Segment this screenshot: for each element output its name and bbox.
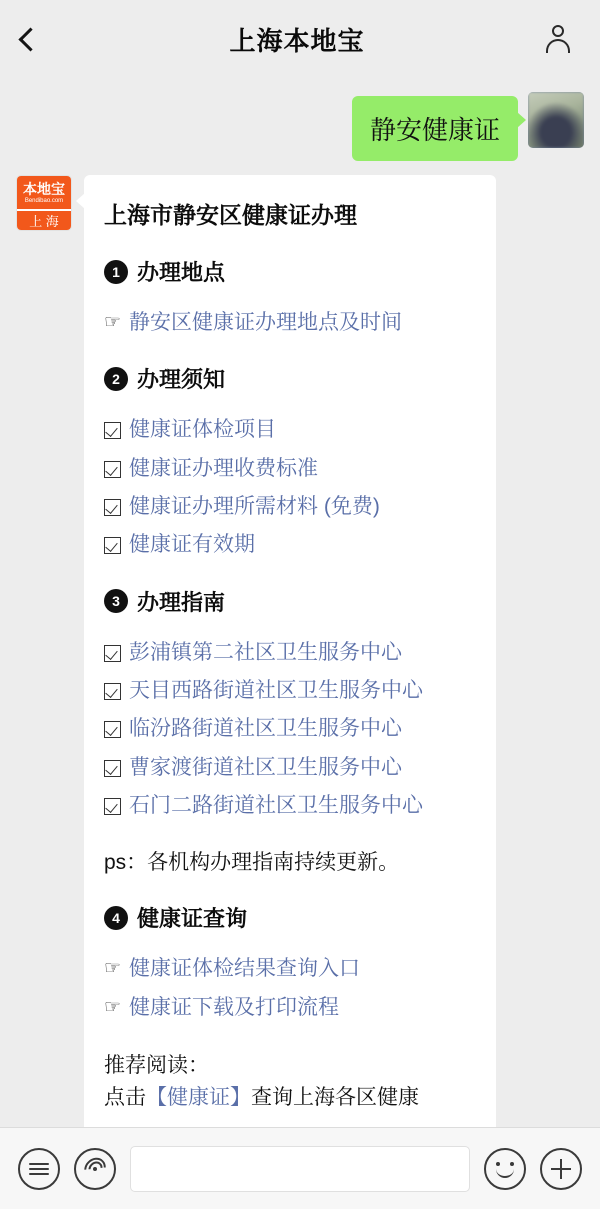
checkbox-icon [104,645,121,662]
back-chevron-icon [18,27,42,51]
pointing-hand-icon: ☞ [104,312,122,333]
recommended-highlight[interactable]: 【健康证】 [146,1085,251,1109]
list-item[interactable] [104,677,476,705]
back-button[interactable] [22,18,56,60]
contact-profile-button[interactable] [538,18,578,60]
outgoing-message-bubble[interactable]: 静安健康证 [352,96,518,161]
section-heading-text: 办理须知 [137,367,226,393]
article-link[interactable]: 曹家渡街道社区卫生服务中心 [129,755,402,779]
section-links-2 [104,416,476,559]
article-link[interactable]: 健康证下载及打印流程 [129,995,340,1019]
menu-list-button[interactable] [18,1148,60,1190]
checkbox-icon [104,683,121,700]
avatar-logo-city: 上 海 [17,209,71,230]
checkbox-icon [104,537,121,554]
recommended-line [104,1082,476,1114]
section-number-icon: 1 [104,260,128,284]
voice-input-button[interactable] [74,1148,116,1190]
article-link[interactable]: 健康证办理所需材料 (免费) [129,495,380,519]
avatar-logo-subtitle: Bendibao.com [24,197,64,204]
ps-note: ps：各机构办理指南持续更新。 [104,851,400,875]
section-heading-3 [104,586,476,617]
article-link[interactable]: 彭浦镇第二社区卫生服务中心 [129,640,402,664]
avatar-logo-title: 本地宝 [23,180,65,197]
input-toolbar [0,1127,600,1209]
article-link[interactable]: 健康证办理收费标准 [129,456,318,480]
section-heading-4 [104,902,476,933]
article-link[interactable]: 临汾路街道社区卫生服务中心 [129,717,402,741]
voice-wave-icon [84,1158,106,1180]
section-number-icon: 2 [104,367,128,391]
page-title: 上海本地宝 [229,25,365,56]
section-number-icon: 4 [104,906,128,930]
article-link[interactable]: 石门二路街道社区卫生服务中心 [129,794,423,818]
list-item[interactable] [104,416,476,444]
recommended-label: 推荐阅读： [104,1054,209,1078]
list-item[interactable] [104,639,476,667]
message-list[interactable] [0,78,600,1127]
section-links-3 [104,639,476,821]
avatar-self[interactable] [528,92,584,148]
pointing-hand-icon: ☞ [104,958,122,980]
checkbox-icon [104,798,121,815]
recommended-suffix: 查询上海各区健康 [251,1085,419,1109]
incoming-article-bubble[interactable] [84,175,496,1127]
article-link[interactable]: 健康证有效期 [129,533,255,557]
list-item[interactable] [104,955,476,983]
article-link[interactable]: 健康证体检结果查询入口 [129,957,361,981]
avatar-image [528,92,584,148]
list-item[interactable] [104,309,476,337]
article-link[interactable]: 静安区健康证办理地点及时间 [129,311,403,334]
emoji-button[interactable] [484,1148,526,1190]
section-number-icon: 3 [104,589,128,613]
recommended-prefix: 点击 [104,1085,146,1109]
section-heading-text: 健康证查询 [137,906,248,932]
article-title: 上海市静安区健康证办理 [104,202,357,228]
menu-list-icon [29,1160,49,1178]
section-heading-text: 办理指南 [137,589,226,615]
section-heading-text: 办理地点 [137,260,226,285]
recommended-reading [104,1050,476,1113]
message-row-incoming [0,175,600,1127]
section-links-4 [104,955,476,1022]
checkbox-icon [104,499,121,516]
emoji-smiley-icon [496,1162,500,1166]
avatar-bot[interactable] [16,175,72,231]
section-heading-2 [104,363,476,394]
list-item[interactable] [104,715,476,743]
section-heading-1 [104,256,476,287]
list-item[interactable] [104,493,476,521]
list-item[interactable] [104,754,476,782]
checkbox-icon [104,721,121,738]
checkbox-icon [104,422,121,439]
checkbox-icon [104,461,121,478]
article-link[interactable]: 天目西路街道社区卫生服务中心 [129,679,423,703]
message-row-outgoing [0,92,600,161]
checkbox-icon [104,760,121,777]
section-links-1 [104,309,476,337]
article-link[interactable]: 健康证体检项目 [129,418,276,442]
list-item[interactable] [104,531,476,559]
more-actions-button[interactable] [540,1148,582,1190]
list-item[interactable] [104,455,476,483]
avatar-logo [17,176,71,209]
app-header [0,0,600,78]
list-item[interactable] [104,792,476,820]
person-icon [546,25,570,53]
message-input[interactable] [130,1146,470,1192]
pointing-hand-icon: ☞ [104,996,122,1018]
list-item[interactable] [104,994,476,1022]
